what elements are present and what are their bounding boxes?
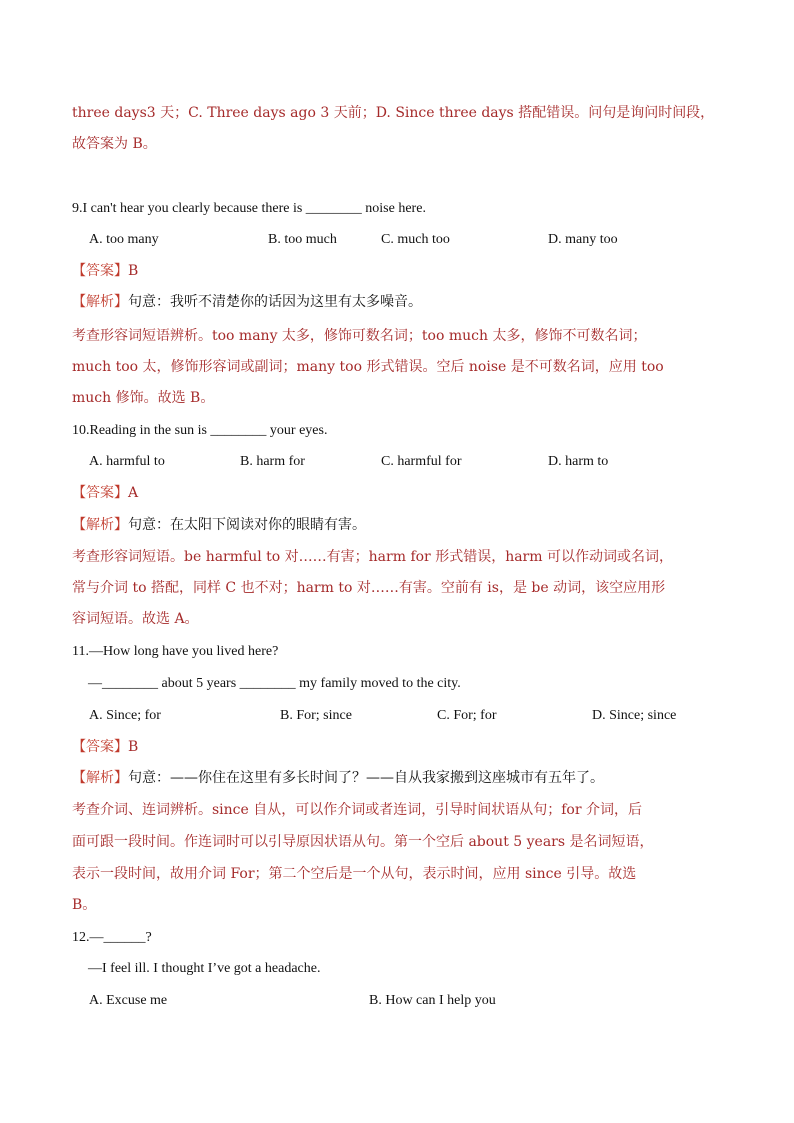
- answer-tag: 【答案】: [72, 739, 128, 755]
- answer-value: B: [128, 739, 139, 755]
- analysis-line: 考查形容词短语辨析。too many 太多，修饰可数名词；too much 太多，修饰不可数名词；: [72, 328, 647, 344]
- analysis-line: 常与介词 to 搭配，同样 C 也不对；harm to 对……有害。空前有 is，是 be 动词，该空应用形: [72, 580, 666, 596]
- analysis-line: much too 太，修饰形容词或副词；many too 形式错误。空后 noise 是不可数名词，应用 too: [72, 359, 664, 375]
- analysis-line: 容词短语。故选 A。: [72, 611, 199, 627]
- analysis-row: [72, 768, 604, 788]
- analysis-continuation-line: three days3 天；C. Three days ago 3 天前；D. Since three days 搭配错误。问句是询问时间段，: [72, 105, 715, 121]
- option-b: B. harm for: [240, 454, 305, 469]
- analysis-line: 面可跟一段时间。作连词时可以引导原因状语从句。第一个空后 about 5 years 是名词短语，: [72, 834, 654, 850]
- analysis-tag: 【解析】: [72, 770, 128, 786]
- option-b: B. For; since: [280, 708, 352, 723]
- analysis-line: B。: [72, 897, 97, 913]
- analysis-row: [72, 515, 366, 535]
- answer-tag: 【答案】: [72, 263, 128, 279]
- question-11: 11.—How long have you lived here?: [72, 644, 279, 659]
- answer-tag: 【答案】: [72, 485, 128, 501]
- analysis-title: 句意：在太阳下阅读对你的眼睛有害。: [128, 517, 366, 533]
- option-c: C. harmful for: [381, 454, 462, 469]
- analysis-title: 句意：我听不清楚你的话因为这里有太多噪音。: [128, 294, 422, 310]
- option-d: D. Since; since: [592, 708, 677, 723]
- option-a: A. harmful to: [89, 454, 165, 469]
- analysis-line: 表示一段时间，故用介词 For；第二个空后是一个从句，表示时间，应用 since 引导。故选: [72, 866, 637, 882]
- question-12: 12.—______?: [72, 930, 152, 945]
- option-a: A. Excuse me: [89, 993, 168, 1008]
- option-a: A. too many: [89, 232, 159, 247]
- analysis-line: 考查形容词短语。be harmful to 对……有害；harm for 形式错误，harm 可以作动词或名词，: [72, 549, 673, 565]
- answer-row: [72, 261, 138, 281]
- answer-value: A: [128, 485, 139, 501]
- option-d: D. many too: [548, 232, 618, 247]
- analysis-row: [72, 292, 422, 312]
- analysis-title: 句意：——你住在这里有多长时间了？——自从我家搬到这座城市有五年了。: [128, 770, 604, 786]
- option-b: B. too much: [268, 232, 337, 247]
- analysis-line: 考查介词、连词辨析。since 自从，可以作介词或者连词，引导时间状语从句；for 介词，后: [72, 802, 643, 818]
- answer-row: [72, 483, 138, 503]
- analysis-tag: 【解析】: [72, 517, 128, 533]
- analysis-line: much 修饰。故选 B。: [72, 390, 215, 406]
- option-d: D. harm to: [548, 454, 609, 469]
- answer-value: B: [128, 263, 139, 279]
- option-c: C. For; for: [437, 708, 497, 723]
- analysis-tag: 【解析】: [72, 294, 128, 310]
- option-c: C. much too: [381, 232, 450, 247]
- question-9: 9.I can't hear you clearly because there is ________ noise here.: [72, 201, 426, 216]
- question-11-reply: —________ about 5 years ________ my family moved to the city.: [88, 676, 461, 691]
- question-10: 10.Reading in the sun is ________ your eyes.: [72, 423, 328, 438]
- answer-row: [72, 737, 138, 757]
- question-12-reply: —I feel ill. I thought I’ve got a headache.: [88, 961, 321, 976]
- option-b: B. How can I help you: [369, 993, 496, 1008]
- analysis-continuation-line: 故答案为 B。: [72, 136, 157, 152]
- option-a: A. Since; for: [89, 708, 161, 723]
